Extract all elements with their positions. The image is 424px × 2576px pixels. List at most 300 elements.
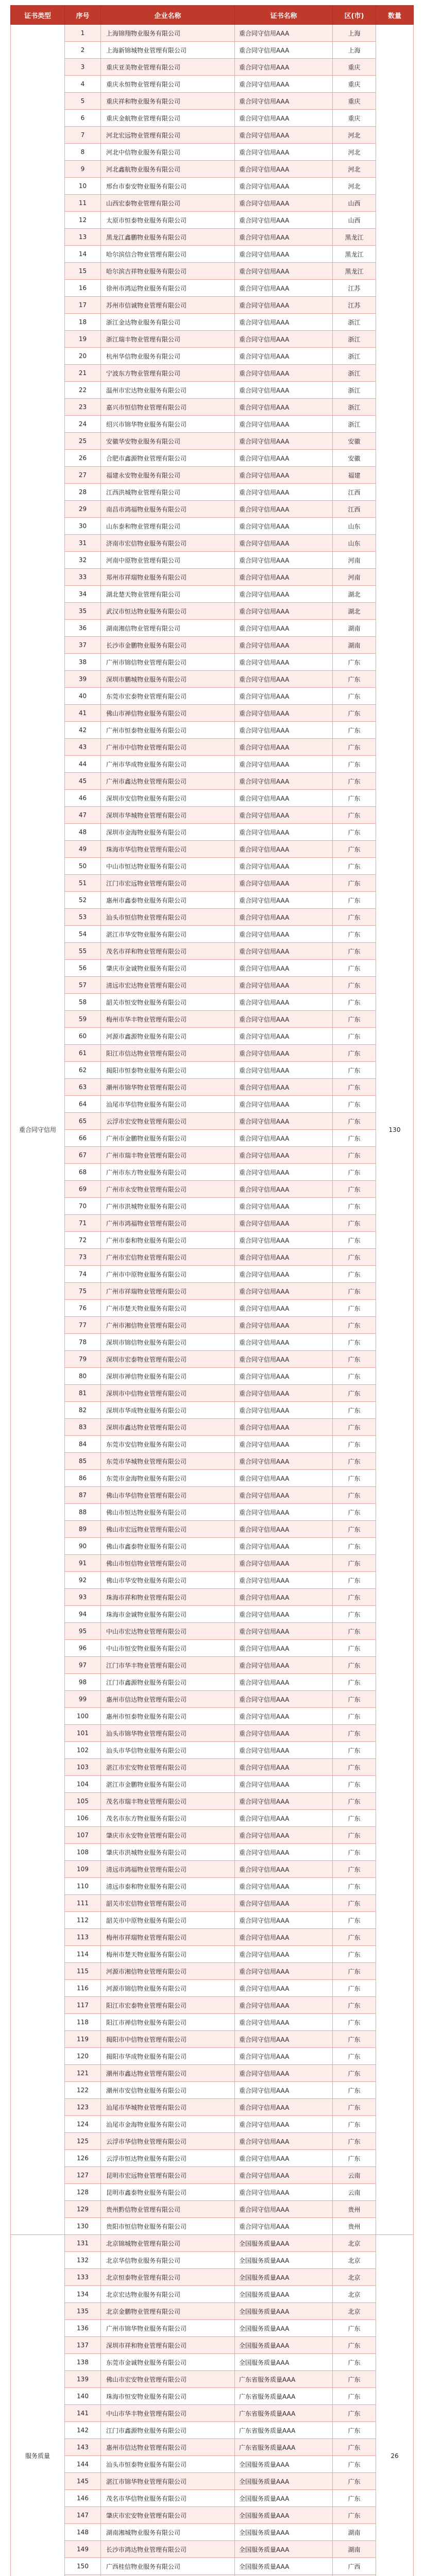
header-category: 证书类型 xyxy=(11,6,65,25)
certificate-cell: 重合同守信用AAA xyxy=(235,1045,333,1062)
region-cell: 江苏 xyxy=(333,297,376,314)
region-cell: 广东 xyxy=(333,773,376,790)
certificate-cell: 重合同守信用AAA xyxy=(235,2031,333,2048)
certificate-cell: 重合同守信用AAA xyxy=(235,773,333,790)
certificate-cell: 重合同守信用AAA xyxy=(235,229,333,246)
table-row xyxy=(11,433,414,450)
certificate-cell: 重合同守信用AAA xyxy=(235,977,333,994)
index-cell: 30 xyxy=(65,518,101,535)
table-row xyxy=(11,416,414,433)
table-row xyxy=(11,2184,414,2201)
table-row xyxy=(11,1266,414,1283)
certificate-cell: 重合同守信用AAA xyxy=(235,1521,333,1538)
enterprise-cell: 长沙市鸿达物业管理有限公司 xyxy=(101,2541,235,2558)
enterprise-cell: 汕头市锦华物业管理有限公司 xyxy=(101,1725,235,1742)
region-cell: 广东 xyxy=(333,1844,376,1861)
table-row xyxy=(11,1929,414,1946)
certificate-cell: 重合同守信用AAA xyxy=(235,1759,333,1776)
region-cell: 广东 xyxy=(333,1980,376,1997)
index-cell: 9 xyxy=(65,161,101,178)
enterprise-cell: 梅州市楚天物业服务有限公司 xyxy=(101,1946,235,1963)
category-cell: 服务质量 xyxy=(11,2235,65,2576)
table-row xyxy=(11,1113,414,1130)
region-cell: 广东 xyxy=(333,2150,376,2167)
index-cell: 133 xyxy=(65,2269,101,2286)
table-row xyxy=(11,1096,414,1113)
certificate-cell: 全国服务质量AAA xyxy=(235,2541,333,2558)
table-row xyxy=(11,739,414,756)
index-cell: 78 xyxy=(65,1334,101,1351)
table-row xyxy=(11,2201,414,2218)
region-cell: 广东 xyxy=(333,1232,376,1249)
region-cell: 贵州 xyxy=(333,2201,376,2218)
certificate-cell: 重合同守信用AAA xyxy=(235,1011,333,1028)
certificate-cell: 重合同守信用AAA xyxy=(235,93,333,110)
enterprise-cell: 湛江市金鹏物业服务有限公司 xyxy=(101,1776,235,1793)
table-row xyxy=(11,1453,414,1470)
table-row xyxy=(11,1317,414,1334)
enterprise-cell: 中山市恒安物业服务有限公司 xyxy=(101,1640,235,1657)
table-row xyxy=(11,144,414,161)
index-cell: 121 xyxy=(65,2065,101,2082)
index-cell: 115 xyxy=(65,1963,101,1980)
table-row xyxy=(11,1436,414,1453)
certificate-cell: 重合同守信用AAA xyxy=(235,1538,333,1555)
certificate-cell: 重合同守信用AAA xyxy=(235,1708,333,1725)
index-cell: 79 xyxy=(65,1351,101,1368)
index-cell: 17 xyxy=(65,297,101,314)
index-cell: 84 xyxy=(65,1436,101,1453)
table-row xyxy=(11,2116,414,2133)
table-row xyxy=(11,518,414,535)
table-row xyxy=(11,1062,414,1079)
region-cell: 广东 xyxy=(333,1079,376,1096)
region-cell: 广东 xyxy=(333,1691,376,1708)
index-cell: 111 xyxy=(65,1895,101,1912)
region-cell: 广东 xyxy=(333,1402,376,1419)
index-cell: 129 xyxy=(65,2201,101,2218)
certificate-cell: 重合同守信用AAA xyxy=(235,1555,333,1572)
certificate-cell: 全国服务质量AAA xyxy=(235,2303,333,2320)
table-row xyxy=(11,1164,414,1181)
region-cell: 广东 xyxy=(333,1334,376,1351)
enterprise-cell: 惠州市信达物业管理有限公司 xyxy=(101,1691,235,1708)
region-cell: 福建 xyxy=(333,467,376,484)
enterprise-cell: 重庆金航物业管理有限公司 xyxy=(101,110,235,127)
table-row xyxy=(11,2303,414,2320)
region-cell: 北京 xyxy=(333,2235,376,2252)
region-cell: 广东 xyxy=(333,2473,376,2490)
enterprise-cell: 汕尾市金海物业服务有限公司 xyxy=(101,2116,235,2133)
index-cell: 82 xyxy=(65,1402,101,1419)
certificate-cell: 重合同守信用AAA xyxy=(235,1606,333,1623)
index-cell: 46 xyxy=(65,790,101,807)
region-cell: 黑龙江 xyxy=(333,229,376,246)
certificate-cell: 重合同守信用AAA xyxy=(235,1317,333,1334)
region-cell: 河北 xyxy=(333,127,376,144)
certificate-cell: 重合同守信用AAA xyxy=(235,144,333,161)
index-cell: 149 xyxy=(65,2541,101,2558)
index-cell: 141 xyxy=(65,2405,101,2422)
enterprise-cell: 广州市金鹏物业服务有限公司 xyxy=(101,1130,235,1147)
index-cell: 110 xyxy=(65,1878,101,1895)
certificate-cell: 广东省服务质量AAA xyxy=(235,2422,333,2439)
certificate-cell: 重合同守信用AAA xyxy=(235,926,333,943)
certificate-cell: 全国服务质量AAA xyxy=(235,2507,333,2524)
index-cell: 57 xyxy=(65,977,101,994)
enterprise-cell: 重庆永恒物业管理有限公司 xyxy=(101,76,235,93)
index-cell: 146 xyxy=(65,2490,101,2507)
index-cell: 90 xyxy=(65,1538,101,1555)
index-cell: 22 xyxy=(65,382,101,399)
certificate-cell: 全国服务质量AAA xyxy=(235,2558,333,2575)
header-certificate: 证书名称 xyxy=(235,6,333,25)
certificate-cell: 重合同守信用AAA xyxy=(235,1470,333,1487)
certificate-cell: 重合同守信用AAA xyxy=(235,1929,333,1946)
enterprise-cell: 东莞市金海物业服务有限公司 xyxy=(101,1470,235,1487)
table-row xyxy=(11,2558,414,2575)
certificate-cell: 重合同守信用AAA xyxy=(235,1691,333,1708)
region-cell: 广东 xyxy=(333,1453,376,1470)
index-cell: 2 xyxy=(65,42,101,59)
enterprise-cell: 梅州市华丰物业管理有限公司 xyxy=(101,1011,235,1028)
table-row xyxy=(11,858,414,875)
region-cell: 广东 xyxy=(333,2371,376,2388)
region-cell: 广东 xyxy=(333,1742,376,1759)
index-cell: 37 xyxy=(65,637,101,654)
index-cell: 106 xyxy=(65,1810,101,1827)
index-cell: 14 xyxy=(65,246,101,263)
table-row xyxy=(11,2337,414,2354)
table-row xyxy=(11,2133,414,2150)
table-row xyxy=(11,1147,414,1164)
region-cell: 广东 xyxy=(333,671,376,688)
index-cell: 112 xyxy=(65,1912,101,1929)
table-row xyxy=(11,569,414,586)
table-row xyxy=(11,2286,414,2303)
table-row xyxy=(11,1980,414,1997)
table-row xyxy=(11,2235,414,2252)
region-cell: 广东 xyxy=(333,1419,376,1436)
region-cell: 广东 xyxy=(333,2439,376,2456)
enterprise-cell: 茂名市东方物业服务有限公司 xyxy=(101,1810,235,1827)
certificate-cell: 重合同守信用AAA xyxy=(235,76,333,93)
region-cell: 广东 xyxy=(333,1606,376,1623)
region-cell: 广东 xyxy=(333,1062,376,1079)
certificate-cell: 重合同守信用AAA xyxy=(235,1334,333,1351)
region-cell: 重庆 xyxy=(333,93,376,110)
table-row xyxy=(11,195,414,212)
certificate-cell: 重合同守信用AAA xyxy=(235,416,333,433)
certificate-cell: 重合同守信用AAA xyxy=(235,1215,333,1232)
enterprise-cell: 温州市宏达物业服务有限公司 xyxy=(101,382,235,399)
certificate-cell: 重合同守信用AAA xyxy=(235,42,333,59)
region-cell: 上海 xyxy=(333,25,376,42)
region-cell: 广东 xyxy=(333,1385,376,1402)
enterprise-cell: 深圳市禅信物业服务有限公司 xyxy=(101,1368,235,1385)
enterprise-cell: 广州市中信物业管理有限公司 xyxy=(101,739,235,756)
table-row xyxy=(11,331,414,348)
table-row xyxy=(11,603,414,620)
table-row xyxy=(11,2371,414,2388)
table-row xyxy=(11,1555,414,1572)
enterprise-cell: 昆明市宏远物业管理有限公司 xyxy=(101,2167,235,2184)
enterprise-cell: 广州市锦华物业服务有限公司 xyxy=(101,2320,235,2337)
region-cell: 广东 xyxy=(333,1657,376,1674)
certificate-cell: 重合同守信用AAA xyxy=(235,297,333,314)
region-cell: 广东 xyxy=(333,994,376,1011)
enterprise-cell: 韶关市宏信物业管理有限公司 xyxy=(101,1895,235,1912)
certificate-cell: 广东省服务质量AAA xyxy=(235,2371,333,2388)
region-cell: 广东 xyxy=(333,824,376,841)
table-row xyxy=(11,807,414,824)
certificate-cell: 重合同守信用AAA xyxy=(235,671,333,688)
index-cell: 7 xyxy=(65,127,101,144)
enterprise-cell: 河源市锦信物业服务有限公司 xyxy=(101,1980,235,1997)
enterprise-cell: 深圳市鑫达物业管理有限公司 xyxy=(101,1419,235,1436)
table-row xyxy=(11,1368,414,1385)
enterprise-cell: 潮州市安信物业服务有限公司 xyxy=(101,2082,235,2099)
enterprise-cell: 茂名市华信物业服务有限公司 xyxy=(101,2490,235,2507)
index-cell: 83 xyxy=(65,1419,101,1436)
certificate-cell: 重合同守信用AAA xyxy=(235,246,333,263)
table-row xyxy=(11,1657,414,1674)
certificate-cell: 重合同守信用AAA xyxy=(235,722,333,739)
table-row xyxy=(11,1504,414,1521)
certificate-cell: 重合同守信用AAA xyxy=(235,994,333,1011)
region-cell: 广东 xyxy=(333,1878,376,1895)
certificate-cell: 重合同守信用AAA xyxy=(235,1436,333,1453)
table-row xyxy=(11,2014,414,2031)
index-cell: 8 xyxy=(65,144,101,161)
certificate-cell: 重合同守信用AAA xyxy=(235,1912,333,1929)
index-cell: 94 xyxy=(65,1606,101,1623)
index-cell: 19 xyxy=(65,331,101,348)
enterprise-cell: 茂名市祥和物业管理有限公司 xyxy=(101,943,235,960)
index-cell: 54 xyxy=(65,926,101,943)
enterprise-cell: 佛山市恒达物业服务有限公司 xyxy=(101,1504,235,1521)
table-row xyxy=(11,1232,414,1249)
enterprise-cell: 深圳市金海物业服务有限公司 xyxy=(101,824,235,841)
region-cell: 广东 xyxy=(333,2065,376,2082)
certificate-cell: 全国服务质量AAA xyxy=(235,2524,333,2541)
region-cell: 云南 xyxy=(333,2167,376,2184)
certificate-cell: 重合同守信用AAA xyxy=(235,25,333,42)
region-cell: 广东 xyxy=(333,1317,376,1334)
index-cell: 32 xyxy=(65,552,101,569)
region-cell: 广东 xyxy=(333,943,376,960)
certificate-cell: 重合同守信用AAA xyxy=(235,467,333,484)
region-cell: 广东 xyxy=(333,2405,376,2422)
region-cell: 江西 xyxy=(333,484,376,501)
region-cell: 广东 xyxy=(333,1827,376,1844)
region-cell: 湖南 xyxy=(333,2524,376,2541)
certificate-cell: 重合同守信用AAA xyxy=(235,2150,333,2167)
region-cell: 广东 xyxy=(333,2116,376,2133)
index-cell: 80 xyxy=(65,1368,101,1385)
enterprise-cell: 东莞市华城物业管理有限公司 xyxy=(101,1453,235,1470)
region-cell: 广东 xyxy=(333,1708,376,1725)
enterprise-cell: 湛江市宏安物业管理有限公司 xyxy=(101,1759,235,1776)
index-cell: 12 xyxy=(65,212,101,229)
region-cell: 广东 xyxy=(333,1096,376,1113)
index-cell: 45 xyxy=(65,773,101,790)
enterprise-cell: 深圳市安信物业服务有限公司 xyxy=(101,790,235,807)
enterprise-cell: 东莞市金诚物业服务有限公司 xyxy=(101,2354,235,2371)
enterprise-cell: 深圳市锦信物业服务有限公司 xyxy=(101,1334,235,1351)
table-row xyxy=(11,2541,414,2558)
table-row xyxy=(11,1725,414,1742)
table-row xyxy=(11,1402,414,1419)
enterprise-cell: 江门市鑫源物业服务有限公司 xyxy=(101,1674,235,1691)
region-cell: 广东 xyxy=(333,892,376,909)
certificate-cell: 重合同守信用AAA xyxy=(235,1946,333,1963)
enterprise-cell: 河南中原物业管理有限公司 xyxy=(101,552,235,569)
table-row xyxy=(11,2252,414,2269)
index-cell: 47 xyxy=(65,807,101,824)
index-cell: 123 xyxy=(65,2099,101,2116)
region-cell: 广东 xyxy=(333,1283,376,1300)
header-region: 区(市) xyxy=(333,6,376,25)
index-cell: 39 xyxy=(65,671,101,688)
enterprise-cell: 潮州市鑫达物业管理有限公司 xyxy=(101,2065,235,2082)
enterprise-cell: 宁波东方物业管理有限公司 xyxy=(101,365,235,382)
enterprise-cell: 肇庆市宏安物业管理有限公司 xyxy=(101,2507,235,2524)
certificate-cell: 重合同守信用AAA xyxy=(235,2201,333,2218)
certificate-cell: 重合同守信用AAA xyxy=(235,824,333,841)
index-cell: 140 xyxy=(65,2388,101,2405)
region-cell: 上海 xyxy=(333,42,376,59)
certificate-cell: 重合同守信用AAA xyxy=(235,382,333,399)
region-cell: 广东 xyxy=(333,2133,376,2150)
index-cell: 51 xyxy=(65,875,101,892)
certificate-cell: 重合同守信用AAA xyxy=(235,1198,333,1215)
index-cell: 91 xyxy=(65,1555,101,1572)
table-row xyxy=(11,552,414,569)
certificate-cell: 重合同守信用AAA xyxy=(235,280,333,297)
table-row xyxy=(11,1742,414,1759)
enterprise-cell: 佛山市恒信物业管理有限公司 xyxy=(101,1555,235,1572)
certificate-cell: 重合同守信用AAA xyxy=(235,348,333,365)
enterprise-cell: 中山市恒达物业服务有限公司 xyxy=(101,858,235,875)
index-cell: 29 xyxy=(65,501,101,518)
index-cell: 49 xyxy=(65,841,101,858)
region-cell: 广东 xyxy=(333,1623,376,1640)
enterprise-cell: 惠州市恒泰物业服务有限公司 xyxy=(101,1708,235,1725)
table-row xyxy=(11,76,414,93)
enterprise-cell: 黑龙江鑫鹏物业服务有限公司 xyxy=(101,229,235,246)
enterprise-cell: 苏州市信诚物业管理有限公司 xyxy=(101,297,235,314)
region-cell: 山西 xyxy=(333,212,376,229)
enterprise-cell: 惠州市鑫泰物业服务有限公司 xyxy=(101,892,235,909)
index-cell: 128 xyxy=(65,2184,101,2201)
table-row xyxy=(11,161,414,178)
region-cell: 广东 xyxy=(333,1929,376,1946)
region-cell: 广东 xyxy=(333,2031,376,2048)
index-cell: 41 xyxy=(65,705,101,722)
certificate-cell: 重合同守信用AAA xyxy=(235,790,333,807)
region-cell: 北京 xyxy=(333,2269,376,2286)
certificate-cell: 重合同守信用AAA xyxy=(235,518,333,535)
region-cell: 广东 xyxy=(333,807,376,824)
certificate-cell: 重合同守信用AAA xyxy=(235,195,333,212)
region-cell: 浙江 xyxy=(333,331,376,348)
region-cell: 重庆 xyxy=(333,110,376,127)
enterprise-cell: 汕头市恒信物业管理有限公司 xyxy=(101,909,235,926)
index-cell: 100 xyxy=(65,1708,101,1725)
enterprise-cell: 哈尔滨信合物业管理有限公司 xyxy=(101,246,235,263)
region-cell: 广东 xyxy=(333,1028,376,1045)
certificate-cell: 重合同守信用AAA xyxy=(235,1249,333,1266)
table-row xyxy=(11,1487,414,1504)
enterprise-cell: 惠州市信达物业管理有限公司 xyxy=(101,2439,235,2456)
enterprise-cell: 广州市祥瑞物业管理有限公司 xyxy=(101,1283,235,1300)
table-row xyxy=(11,382,414,399)
table-row xyxy=(11,1827,414,1844)
table-row xyxy=(11,943,414,960)
enterprise-cell: 广州市恒泰物业服务有限公司 xyxy=(101,722,235,739)
index-cell: 31 xyxy=(65,535,101,552)
table-row xyxy=(11,1589,414,1606)
region-cell: 重庆 xyxy=(333,59,376,76)
index-cell: 44 xyxy=(65,756,101,773)
enterprise-cell: 广州市湘信物业管理有限公司 xyxy=(101,1317,235,1334)
table-row xyxy=(11,2388,414,2405)
index-cell: 63 xyxy=(65,1079,101,1096)
region-cell: 广东 xyxy=(333,2490,376,2507)
index-cell: 18 xyxy=(65,314,101,331)
region-cell: 广东 xyxy=(333,1861,376,1878)
certificate-cell: 重合同守信用AAA xyxy=(235,1997,333,2014)
header-index: 序号 xyxy=(65,6,101,25)
table-row xyxy=(11,110,414,127)
enterprise-cell: 武汉市恒达物业服务有限公司 xyxy=(101,603,235,620)
certificate-cell: 重合同守信用AAA xyxy=(235,1861,333,1878)
certificate-cell: 重合同守信用AAA xyxy=(235,943,333,960)
certificate-cell: 重合同守信用AAA xyxy=(235,1504,333,1521)
certificate-cell: 重合同守信用AAA xyxy=(235,1147,333,1164)
region-cell: 安徽 xyxy=(333,450,376,467)
region-cell: 广东 xyxy=(333,1946,376,1963)
region-cell: 河北 xyxy=(333,178,376,195)
region-cell: 广东 xyxy=(333,1164,376,1181)
table-row xyxy=(11,909,414,926)
table-row xyxy=(11,688,414,705)
enterprise-cell: 清远市宏达物业管理有限公司 xyxy=(101,977,235,994)
enterprise-cell: 河源市鑫源物业服务有限公司 xyxy=(101,1028,235,1045)
table-row xyxy=(11,841,414,858)
index-cell: 113 xyxy=(65,1929,101,1946)
certificate-cell: 重合同守信用AAA xyxy=(235,1844,333,1861)
index-cell: 71 xyxy=(65,1215,101,1232)
certificate-cell: 重合同守信用AAA xyxy=(235,1368,333,1385)
category-cell: 重合同守信用 xyxy=(11,25,65,2235)
certificate-cell: 重合同守信用AAA xyxy=(235,620,333,637)
index-cell: 24 xyxy=(65,416,101,433)
index-cell: 150 xyxy=(65,2558,101,2575)
certificate-cell: 重合同守信用AAA xyxy=(235,1674,333,1691)
certificate-cell: 重合同守信用AAA xyxy=(235,331,333,348)
enterprise-cell: 广州市华成物业服务有限公司 xyxy=(101,756,235,773)
table-row xyxy=(11,1691,414,1708)
region-cell: 广东 xyxy=(333,1436,376,1453)
table-row xyxy=(11,1198,414,1215)
table-row xyxy=(11,501,414,518)
certificate-cell: 重合同守信用AAA xyxy=(235,637,333,654)
table-row xyxy=(11,2065,414,2082)
table-row xyxy=(11,1844,414,1861)
certificate-cell: 重合同守信用AAA xyxy=(235,552,333,569)
